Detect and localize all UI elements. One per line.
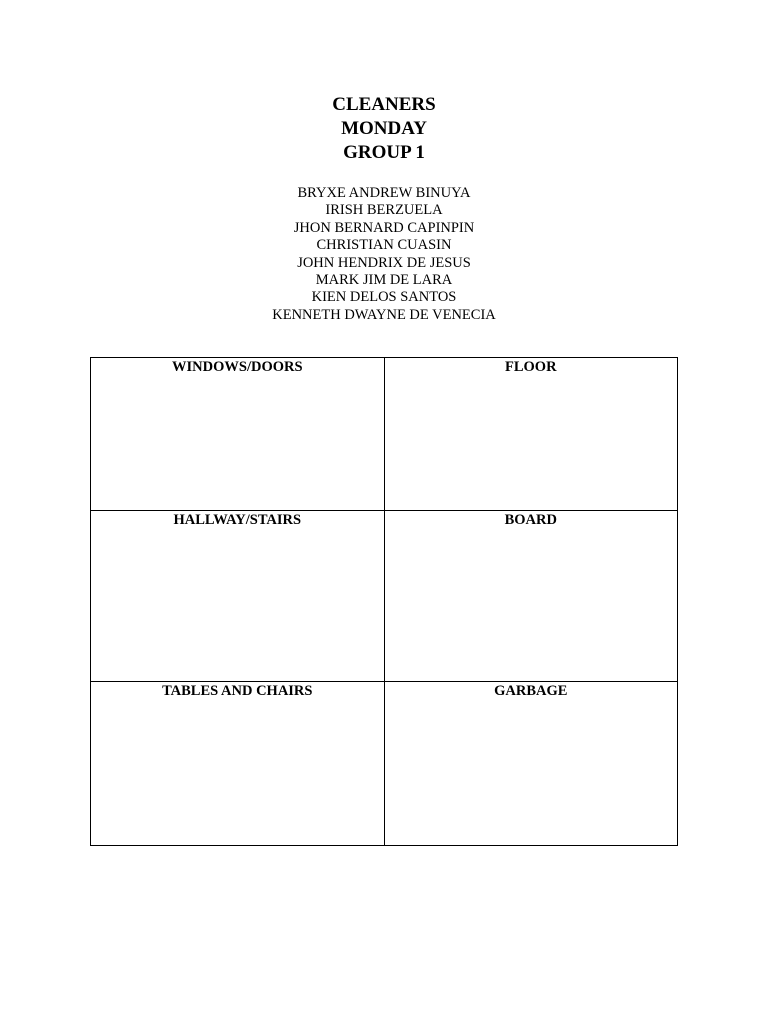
duty-cell-garbage (384, 682, 677, 846)
duty-label: WINDOWS/DOORS (172, 359, 303, 375)
page-title: CLEANERS (332, 94, 436, 115)
member-name: JOHN HENDRIX DE JESUS (297, 254, 471, 271)
member-name: KIEN DELOS SANTOS (311, 289, 457, 306)
duty-cell-floor (384, 358, 677, 511)
duty-label: GARBAGE (494, 683, 568, 699)
duty-cell-tables-chairs (91, 682, 385, 846)
member-name: MARK JIM DE LARA (315, 272, 453, 289)
duty-label: HALLWAY/STAIRS (173, 512, 302, 528)
group-heading: GROUP 1 (343, 142, 425, 163)
duty-label: FLOOR (505, 359, 557, 375)
duty-cell-board (384, 511, 677, 682)
day-heading: MONDAY (341, 118, 427, 139)
member-list (0, 185, 768, 324)
duty-table (90, 357, 678, 846)
title-block (0, 93, 768, 165)
member-name: JHON BERNARD CAPINPIN (293, 219, 475, 236)
duty-row (91, 511, 678, 682)
member-name: KENNETH DWAYNE DE VENECIA (272, 306, 496, 323)
member-name: IRISH BERZUELA (325, 202, 443, 219)
duty-label: BOARD (504, 512, 557, 528)
duty-cell-hallway-stairs (91, 511, 385, 682)
member-name: CHRISTIAN CUASIN (316, 237, 452, 254)
member-name: BRYXE ANDREW BINUYA (297, 185, 471, 201)
duty-row (91, 358, 678, 511)
duty-row (91, 682, 678, 846)
duty-cell-windows-doors (91, 358, 385, 511)
duty-label: TABLES AND CHAIRS (162, 683, 313, 699)
